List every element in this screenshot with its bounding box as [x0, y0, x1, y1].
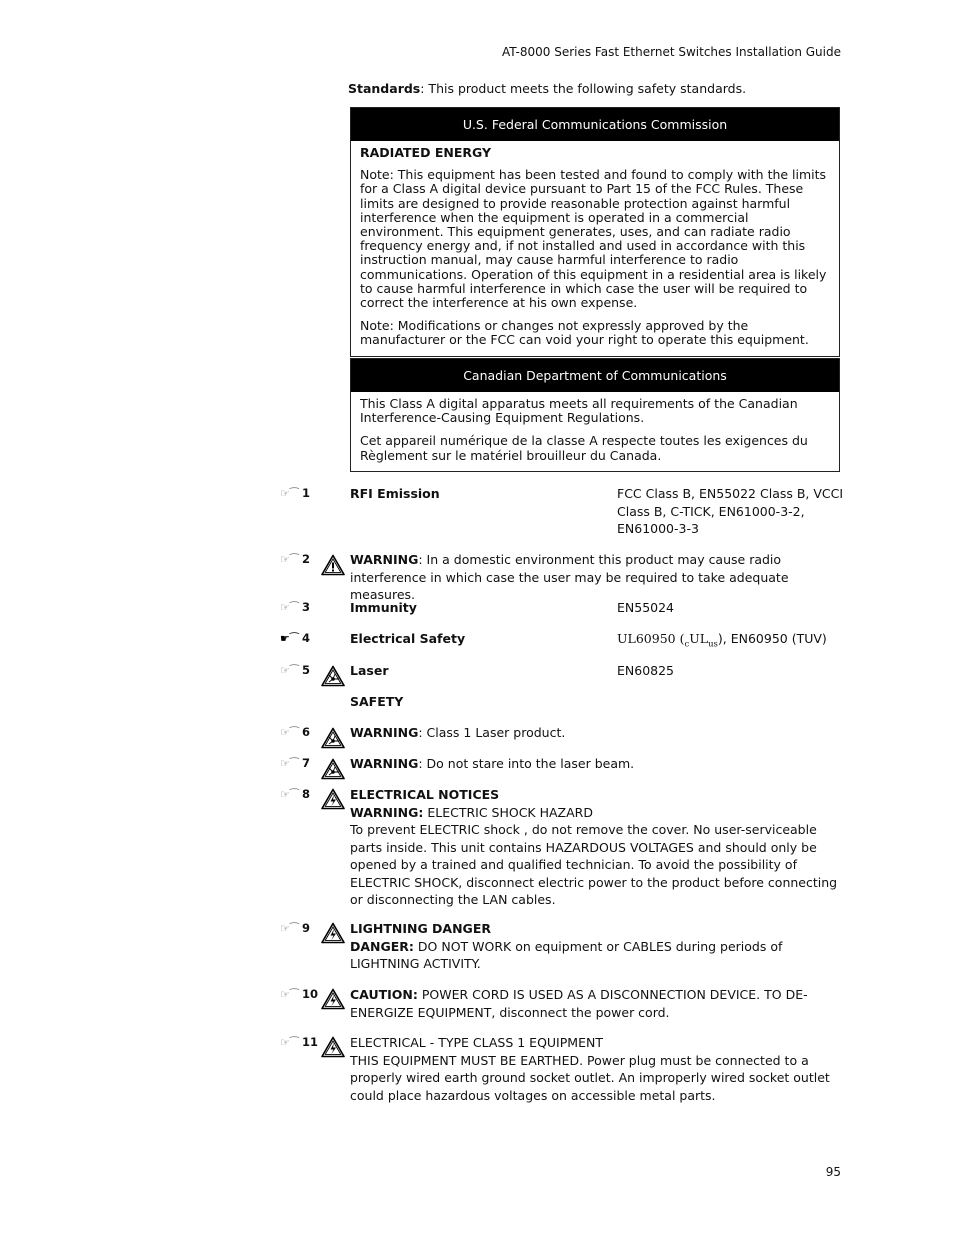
item-number: 6 [302, 725, 311, 739]
item-number: 10 [302, 987, 319, 1001]
item-text [350, 724, 842, 742]
safety-heading: SAFETY [350, 694, 404, 709]
item-number: 5 [302, 663, 311, 677]
pointing-hand-icon: ☞⁀ [280, 601, 299, 614]
item-number: 8 [302, 787, 311, 801]
item-number: 7 [302, 756, 311, 770]
caution-lead: CAUTION: [350, 987, 418, 1002]
fcc-note-2: Note: Modifications or changes not expressly approved by the manufacturer or the FCC can void your right to operate this equipment. [360, 318, 809, 348]
fcc-title: U.S. Federal Communications Commission [351, 108, 839, 141]
warning-body: : Class 1 Laser product. [418, 725, 566, 740]
page-number: 95 [825, 1165, 841, 1179]
item-label: RFI Emission [350, 486, 440, 501]
pointing-hand-icon: ☛⁀ [280, 632, 299, 645]
item-number: 9 [302, 921, 311, 935]
warning-body: : In a domestic environment this product may cause radio interference in which case the user may be required to take adequate measures. [350, 552, 789, 602]
item-number: 11 [302, 1035, 319, 1049]
item-value: FCC Class B, EN55022 Class B, VCCI Class B, C-TICK, EN61000-3-2, EN61000-3-3 [617, 486, 844, 536]
fcc-note-1: Note: This equipment has been tested and found to comply with the limits for a Class A digital device pursuant to Part 15 of the FCC Rules. These limits are designed to provide reasonable protection against harmful interference when the equipment is operated in a commercial environment. This equipment generates, uses, and can radiate radio frequency energy and, if not installed and used in accordance with this instruction manual, may cause harmful interference to radio communications. Operation of this equipment in a residential area is likely to cause harmful interference in which case the user will be required to correct the interference at his own expense. [360, 167, 827, 311]
item-value: EN60825 [617, 663, 675, 678]
ul-standard: UL60950 ( [617, 631, 685, 646]
electric-shock-icon [321, 1036, 345, 1058]
item-text [350, 986, 842, 1021]
pointing-hand-icon: ☞⁀ [280, 988, 299, 1001]
warning-lead: WARNING [350, 552, 419, 567]
pointing-hand-icon: ☞⁀ [280, 922, 299, 935]
electric-shock-icon [321, 988, 345, 1010]
ul-us-mark: us [708, 639, 718, 650]
item-text [350, 786, 842, 909]
warning-lead: WARNING [350, 756, 419, 771]
pointing-hand-icon: ☞⁀ [280, 788, 299, 801]
canada-french: Cet appareil numérique de la classe A respecte toutes les exigences du Règlement sur le matériel brouilleur du Canada. [360, 433, 808, 463]
item-number: 4 [302, 631, 311, 645]
warning-subject: ELECTRIC SHOCK HAZARD [423, 804, 593, 820]
item-label: Laser [350, 663, 389, 678]
ul-c-mark: c [684, 639, 690, 650]
pointing-hand-icon: ☞⁀ [280, 553, 299, 566]
standards-label: Standards [348, 81, 421, 96]
canada-box [350, 358, 840, 472]
ul-mark: UL [689, 631, 709, 646]
laser-warning-icon [321, 758, 345, 780]
warning-body: : Do not stare into the laser beam. [418, 756, 635, 771]
pointing-hand-icon: ☞⁀ [280, 726, 299, 739]
item-number: 1 [302, 486, 311, 500]
standards-text: : This product meets the following safety standards. [420, 81, 747, 96]
danger-body: DO NOT WORK on equipment or CABLES during periods of LIGHTNING ACTIVITY. [350, 938, 783, 971]
running-header: AT-8000 Series Fast Ethernet Switches Installation Guide [502, 45, 841, 59]
fcc-box [350, 107, 840, 357]
notice-heading: ELECTRICAL NOTICES [350, 787, 500, 802]
item-text [350, 551, 842, 604]
fcc-heading: RADIATED ENERGY [360, 145, 492, 160]
pointing-hand-icon: ☞⁀ [280, 664, 299, 677]
pointing-hand-icon: ☞⁀ [280, 487, 299, 500]
item-text [350, 920, 842, 973]
ul-rest: ), EN60950 (TUV) [717, 631, 827, 646]
notice-heading: LIGHTNING DANGER [350, 921, 491, 936]
item-label: Immunity [350, 600, 417, 615]
standards-intro [348, 80, 746, 97]
warning-lead: WARNING [350, 725, 419, 740]
pointing-hand-icon: ☞⁀ [280, 1036, 299, 1049]
warning-lead: WARNING: [350, 804, 424, 820]
item-value [617, 630, 847, 654]
notice-body: THIS EQUIPMENT MUST BE EARTHED. Power plug must be connected to a properly wired earth ground socket outlet. An improperly wired socket outlet could place hazardous voltages on accessible metal parts. [350, 1052, 830, 1103]
warning-body: To prevent ELECTRIC shock , do not remove the cover. No user-serviceable parts inside. This unit contains HAZARDOUS VOLTAGES and should only be opened by a trained and qualified technician. To avoid the possibility of ELECTRIC SHOCK, disconnect electric power to the product before connecting or disconnecting the LAN cables. [350, 822, 838, 907]
laser-warning-icon [321, 727, 345, 749]
caution-body: POWER CORD IS USED AS A DISCONNECTION DEVICE. TO DE-ENERGIZE EQUIPMENT, disconnect the power cord. [350, 987, 808, 1020]
item-text [350, 1034, 842, 1104]
item-text [350, 755, 842, 773]
electric-shock-icon [321, 788, 345, 810]
item-number: 2 [302, 552, 311, 566]
pointing-hand-icon: ☞⁀ [280, 757, 299, 770]
notice-heading: ELECTRICAL - TYPE CLASS 1 EQUIPMENT [350, 1035, 603, 1050]
item-number: 3 [302, 600, 311, 614]
canada-title: Canadian Department of Communications [351, 359, 839, 392]
electric-shock-icon [321, 922, 345, 944]
laser-warning-icon [321, 665, 345, 687]
item-value: EN55024 [617, 600, 675, 615]
warning-triangle-icon [321, 554, 345, 576]
item-label: Electrical Safety [350, 631, 466, 646]
canada-english: This Class A digital apparatus meets all requirements of the Canadian Interference-Causing Equipment Regulations. [360, 396, 798, 426]
danger-lead: DANGER: [350, 938, 414, 954]
